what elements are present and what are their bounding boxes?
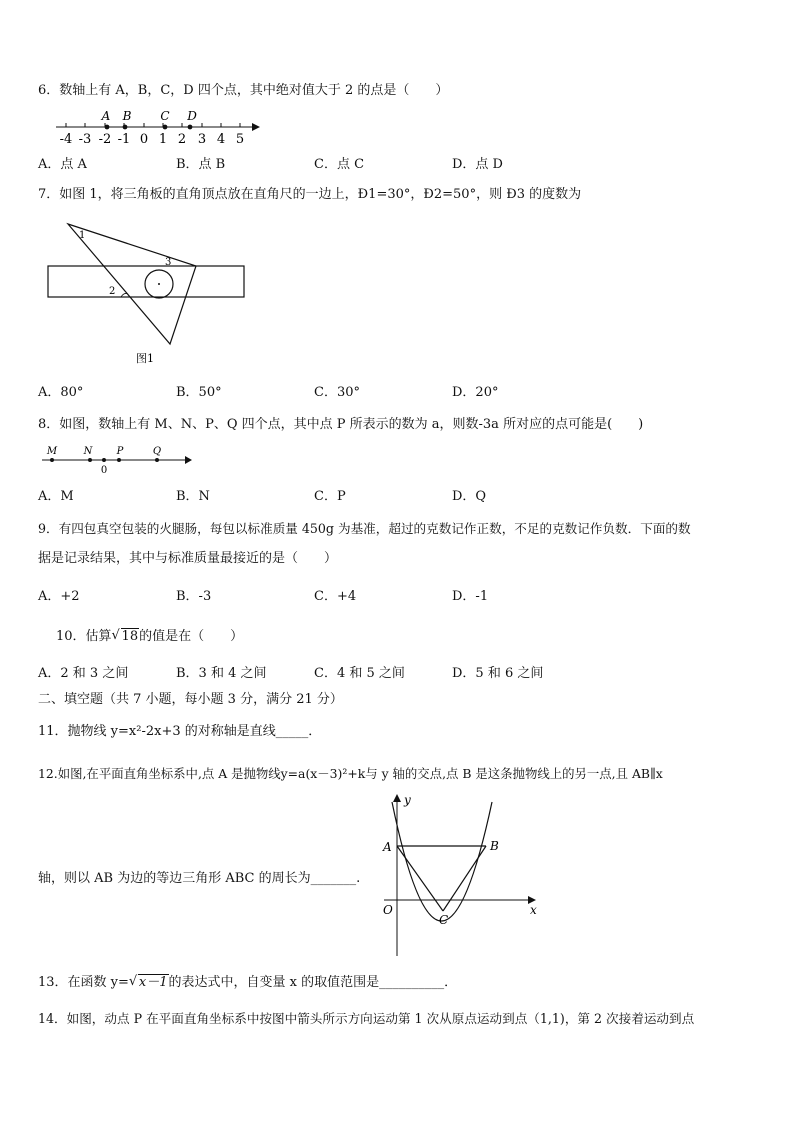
q9-stem-line1: 9．有四包真空包装的火腿肠，每包以标准质量 450g 为基准，超过的克数记作正数，不足的克数记作负数．下面的数 [38,521,691,536]
q8-point-m-label: M [46,446,58,457]
q8-option-a[interactable]: A．M [38,489,74,504]
q6-point-a-dot [105,125,110,130]
q6-tick-label: -2 [98,132,112,146]
q6-option-c[interactable]: C．点 C [314,157,365,172]
q6-stem: 6．数轴上有 A，B，C，D 四个点，其中绝对值大于 2 的点是（ ） [38,83,449,98]
q12-label-x: x [530,903,537,917]
q12-label-o: O [383,903,393,917]
q12-stem-line1 [38,765,663,783]
q6-point-d-dot [188,125,193,130]
q12-stem-suffix: 与 y 轴的交点,点 B 是这条抛物线上的另一点,且 AB∥x [365,766,663,781]
q9-stem-line2: 据是记录结果，其中与标准质量最接近的是（ ） [38,551,338,566]
q6-option-b[interactable]: B．点 B [176,157,226,172]
q13-stem-suffix: 的表达式中，自变量 x 的取值范围是__________． [168,975,458,990]
q12-formula: y=a(x－3)²+k [280,766,366,781]
q8-point-p-label: P [116,446,124,457]
q10-option-d[interactable]: D．5 和 6 之间 [452,666,544,681]
q6-tick-label: 3 [197,132,207,146]
q8-option-b[interactable]: B．N [176,489,210,504]
q14-stem: 14．如图，动点 P 在平面直角坐标系中按图中箭头所示方向运动第 1 次从原点运动到点（1,1)，第 2 次接着运动到点 [38,1011,695,1026]
q12-parabola-curve [392,802,492,921]
q8-point-m-dot [50,458,54,462]
q6-point-c-label: C [160,110,170,123]
q7-option-a[interactable]: A．80° [38,385,84,400]
q6-point-b-dot [123,125,128,130]
q10-option-a[interactable]: A．2 和 3 之间 [38,666,129,681]
q7-option-b[interactable]: B．50° [176,385,222,400]
q6-tick-label: -1 [117,132,131,146]
q7-option-c[interactable]: C．30° [314,385,360,400]
q12-stem-line2: 轴，则以 AB 为边的等边三角形 ABC 的周长为_______. [38,871,361,886]
q12-label-c: C [439,913,449,927]
q12-label-y: y [404,793,411,807]
q12-segment-bc [443,846,486,911]
q6-number-line-figure [52,110,272,146]
q6-point-a-label: A [101,110,111,123]
q12-segment-ac [397,846,443,911]
q7-ruler-rect [48,266,244,297]
q9-option-b[interactable]: B．-3 [176,589,212,604]
q7-option-d[interactable]: D．20° [452,385,499,400]
q6-tick-marks [66,123,240,127]
q8-point-n-label: N [83,446,93,457]
q6-axis-arrow [252,123,260,131]
q10-option-c[interactable]: C．4 和 5 之间 [314,666,405,681]
q8-number-line-figure [40,444,200,476]
q9-option-d[interactable]: D．-1 [452,589,489,604]
q8-stem: 8．如图，数轴上有 M、N、P、Q 四个点，其中点 P 所表示的数为 a，则数-3a 所对应的点可能是( ) [38,417,644,432]
q6-option-d[interactable]: D．点 D [452,157,503,172]
q10-stem-prefix: 10．估算 [56,629,112,644]
q10-radicand: 18 [121,629,139,644]
q10-stem [56,628,243,646]
q10-sqrt-expression [112,628,140,646]
q6-tick-label: -4 [59,132,73,146]
q6-tick-label: 1 [158,132,168,146]
q9-option-a[interactable]: A．+2 [38,589,80,604]
q12-label-a: A [383,840,392,854]
q8-option-c[interactable]: C．P [314,489,346,504]
q6-option-a[interactable]: A．点 A [38,157,87,172]
q8-point-n-dot [88,458,92,462]
q7-label-2: 2 [109,286,116,297]
q7-caption: 图1 [136,352,154,365]
q8-point-zero-dot [102,458,106,462]
q6-tick-label: 2 [177,132,187,146]
q11-stem: 11．抛物线 y=x²-2x+3 的对称轴是直线_____． [38,724,322,739]
section2-title: 二、填空题（共 7 小题，每小题 3 分，满分 21 分） [38,692,343,707]
q12-stem-prefix: 12.如图,在平面直角坐标系中,点 A 是抛物线 [38,766,281,781]
q6-point-d-label: D [187,110,197,123]
sqrt-symbol-icon: √ [111,628,120,643]
q13-sqrt-expression [129,974,169,992]
q12-parabola-figure [380,790,560,962]
q7-label-1: 1 [79,230,86,241]
q12-label-b: B [490,839,499,853]
q7-triangle [68,224,196,344]
q8-point-p-dot [117,458,121,462]
q9-option-c[interactable]: C．+4 [314,589,357,604]
q6-point-b-label: B [122,110,132,123]
sqrt-symbol-icon: √ [128,974,138,989]
q8-axis-arrow [185,456,192,464]
q12-y-axis-arrow [393,794,401,802]
q10-stem-suffix: 的值是在（ ） [139,629,244,644]
q7-circle-center [158,283,160,285]
q13-stem-prefix: 13．在函数 y= [38,975,129,990]
q8-option-d[interactable]: D．Q [452,489,487,504]
q7-triangle-ruler-figure [44,220,254,370]
q6-tick-label: 4 [216,132,226,146]
q6-tick-label: 5 [235,132,245,146]
q8-point-q-label: Q [152,446,162,457]
q6-tick-label: -3 [78,132,92,146]
q7-stem: 7．如图 1，将三角板的直角顶点放在直角尺的一边上，Ð1=30°，Ð2=50°，则 Ð3 的度数为 [38,187,582,202]
q6-tick-label: 0 [139,132,149,146]
q10-option-b[interactable]: B．3 和 4 之间 [176,666,267,681]
q13-radicand: x－1 [138,975,168,990]
q8-point-q-dot [155,458,159,462]
q7-label-3: 3 [165,257,172,268]
q6-point-c-dot [163,125,168,130]
q13-stem [38,974,457,992]
q8-zero-label: 0 [100,465,108,476]
